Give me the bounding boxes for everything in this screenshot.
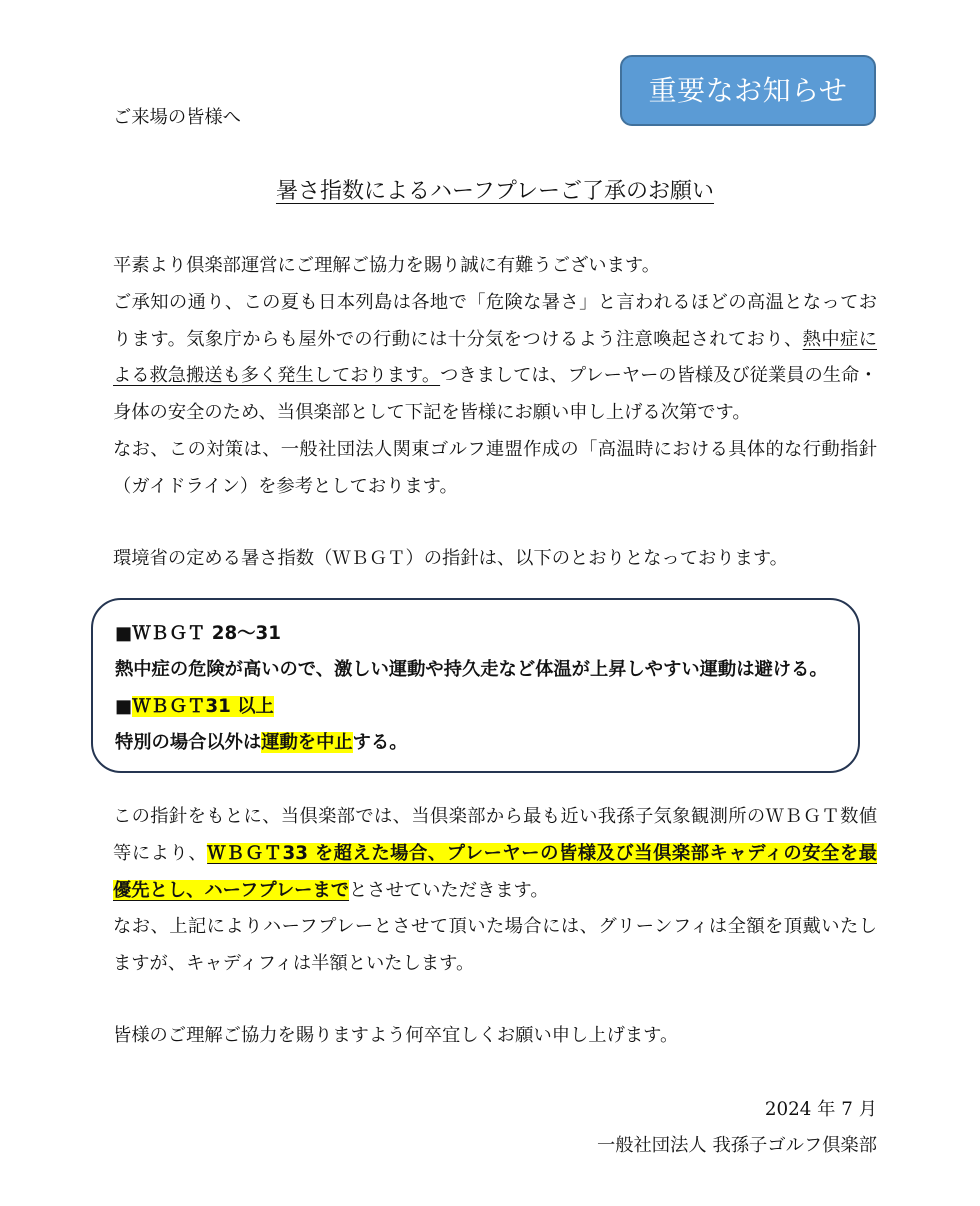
underlined-text: 熱中症に (802, 328, 877, 350)
underlined-text: よる救急搬送も多く発生しております。 (113, 365, 441, 387)
text-segment: とさせていただきます。 (349, 879, 549, 901)
highlighted-text: ＷＢＧＴ33 を超えた場合、プレーヤーの皆様及び当倶楽部キャディの安全を最 (207, 842, 877, 864)
text-segment: つきましては、プレーヤーの皆様及び従業員の生命・ (440, 365, 877, 387)
guideline-level1-description: 熱中症の危険が高いので、激しい運動や持久走など体温が上昇しやすい運動は避ける。 (115, 659, 828, 681)
salutation: ご来場の皆様へ (113, 107, 241, 128)
closing-paragraph (113, 1018, 877, 1055)
policy-line-3 (113, 873, 877, 910)
policy-line-1: この指針をもとに、当倶楽部では、当倶楽部から最も近い我孫子気象観測所のＷＢＧＴ数値 (113, 806, 877, 827)
policy-line-5: ますが、キャディフィは半額といたします。 (113, 953, 475, 975)
square-bullet-icon: ■ (115, 695, 133, 717)
intro-line-4 (113, 358, 877, 395)
text-segment: する。 (352, 731, 408, 753)
text-segment: 特別の場合以外は (115, 731, 262, 753)
intro-line-2: ご承知の通り、この夏も日本列島は各地で「危険な暑さ」と言われるほどの高温となってお (113, 291, 877, 313)
guideline-level1-range: ＷＢＧＴ 28～31 (132, 623, 281, 644)
text-segment: ります。気象庁からも屋外での行動には十分気をつけるよう注意喚起されており、 (113, 328, 803, 350)
wbgt-intro-line: 環境省の定める暑さ指数（ＷＢＧＴ）の指針は、以下のとおりとなっております。 (113, 548, 788, 569)
highlighted-text: 運動を中止 (261, 731, 353, 753)
notice-title-text: 暑さ指数によるハーフプレーご了承のお願い (275, 179, 715, 204)
text-segment: 等により、 (113, 842, 208, 864)
important-notice-label: 重要なお知らせ (648, 73, 848, 107)
intro-line-7: （ガイドライン）を参考としております。 (113, 475, 458, 497)
organization-name: 一般社団法人 我孫子ゴルフ倶楽部 (596, 1135, 877, 1156)
policy-paragraph (113, 799, 877, 983)
square-bullet-icon: ■ (115, 623, 133, 644)
guideline-level2-range: ＷＢＧＴ31 以上 (132, 695, 274, 717)
guideline-level1-heading (115, 616, 837, 652)
intro-line-3 (113, 322, 877, 359)
intro-paragraph (113, 248, 877, 506)
policy-line-2 (113, 836, 877, 873)
important-notice-badge (620, 55, 876, 126)
intro-line-5: 身体の安全のため、当倶楽部として下記を皆様にお願い申し上げる次第です。 (113, 402, 751, 424)
closing-line: 皆様のご理解ご協力を賜りますよう何卒宜しくお願い申し上げます。 (113, 1025, 679, 1046)
guideline-level2-heading (115, 689, 837, 725)
issue-date: 2024 年 7 月 (764, 1099, 877, 1120)
guideline-level2-description (115, 725, 837, 761)
wbgt-guideline-box (91, 598, 860, 773)
wbgt-intro-paragraph (113, 541, 877, 578)
intro-line-6: なお、この対策は、一般社団法人関東ゴルフ連盟作成の「高温時における具体的な行動指針 (113, 438, 877, 460)
intro-line-1: 平素より倶楽部運営にご理解ご協力を賜り誠に有難うございます。 (113, 255, 660, 276)
policy-line-4: なお、上記によりハーフプレーとさせて頂いた場合には、グリーンフィは全額を頂戴いたし (113, 916, 877, 938)
highlighted-text: 優先とし、ハーフプレーまで (113, 879, 350, 901)
notice-title (113, 174, 877, 210)
wbgt-guideline-list (115, 616, 837, 761)
